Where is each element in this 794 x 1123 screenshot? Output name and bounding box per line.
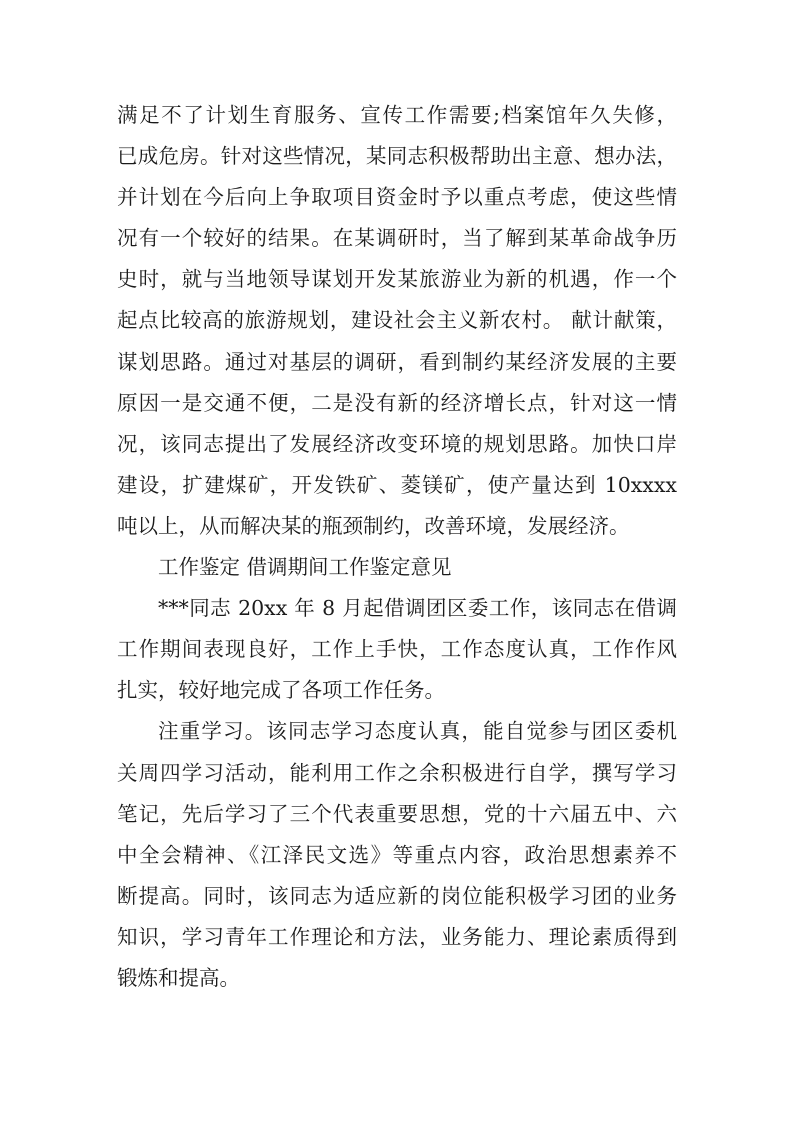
text-line: 吨以上，从而解决某的瓶颈制约，改善环境，发展经济。 (117, 513, 630, 538)
text-line: 建设，扩建煤矿，开发铁矿、菱镁矿，使产量达到 10xxxx (117, 472, 677, 497)
text-line: 满足不了计划生育服务、宣传工作需要;档案馆年久失修， (117, 103, 677, 127)
text-line: 断提高。同时，该同志为适应新的岗位能积极学习团的业务 (117, 883, 677, 908)
text-line: 起点比较高的旅游规划，建设社会主义新农村。 献计献策， (117, 308, 677, 333)
text-line: 知识，学习青年工作理论和方法，业务能力、理论素质得到 (117, 924, 677, 949)
paragraph-1 (117, 95, 677, 547)
text-line: 况有一个较好的结果。在某调研时，当了解到某革命战争历 (117, 226, 677, 251)
text-line: 关周四学习活动，能利用工作之余积极进行自学，撰写学习 (117, 760, 677, 785)
text-line: 扎实，较好地完成了各项工作任务。 (117, 678, 445, 703)
text-line: 原因一是交通不便，二是没有新的经济增长点，针对这一情 (117, 390, 677, 415)
section-heading: 工作鉴定 借调期间工作鉴定意见 (158, 555, 452, 580)
text-line: ***同志 20xx 年 8 月起借调团区委工作，该同志在借调 (158, 596, 677, 621)
text-line: 注重学习。该同志学习态度认真，能自觉参与团区委机 (158, 719, 677, 744)
text-line: 锻炼和提高。 (117, 965, 240, 990)
document-body (117, 95, 677, 999)
text-line: 况，该同志提出了发展经济改变环境的规划思路。加快口岸 (117, 431, 677, 456)
text-line: 史时，就与当地领导谋划开发某旅游业为新的机遇，作一个 (117, 267, 677, 292)
text-line: 工作期间表现良好，工作上手快，工作态度认真，工作作风 (117, 637, 677, 662)
text-line: 中全会精神、《江泽民文选》等重点内容，政治思想素养不 (117, 842, 677, 867)
paragraph-2 (117, 588, 677, 711)
text-line: 笔记，先后学习了三个代表重要思想，党的十六届五中、六 (117, 801, 677, 826)
paragraph-3 (117, 711, 677, 999)
text-line: 并计划在今后向上争取项目资金时予以重点考虑，使这些情 (117, 185, 677, 210)
text-line: 已成危房。针对这些情况，某同志积极帮助出主意、想办法， (117, 144, 677, 169)
text-line: 谋划思路。通过对基层的调研，看到制约某经济发展的主要 (117, 349, 677, 374)
